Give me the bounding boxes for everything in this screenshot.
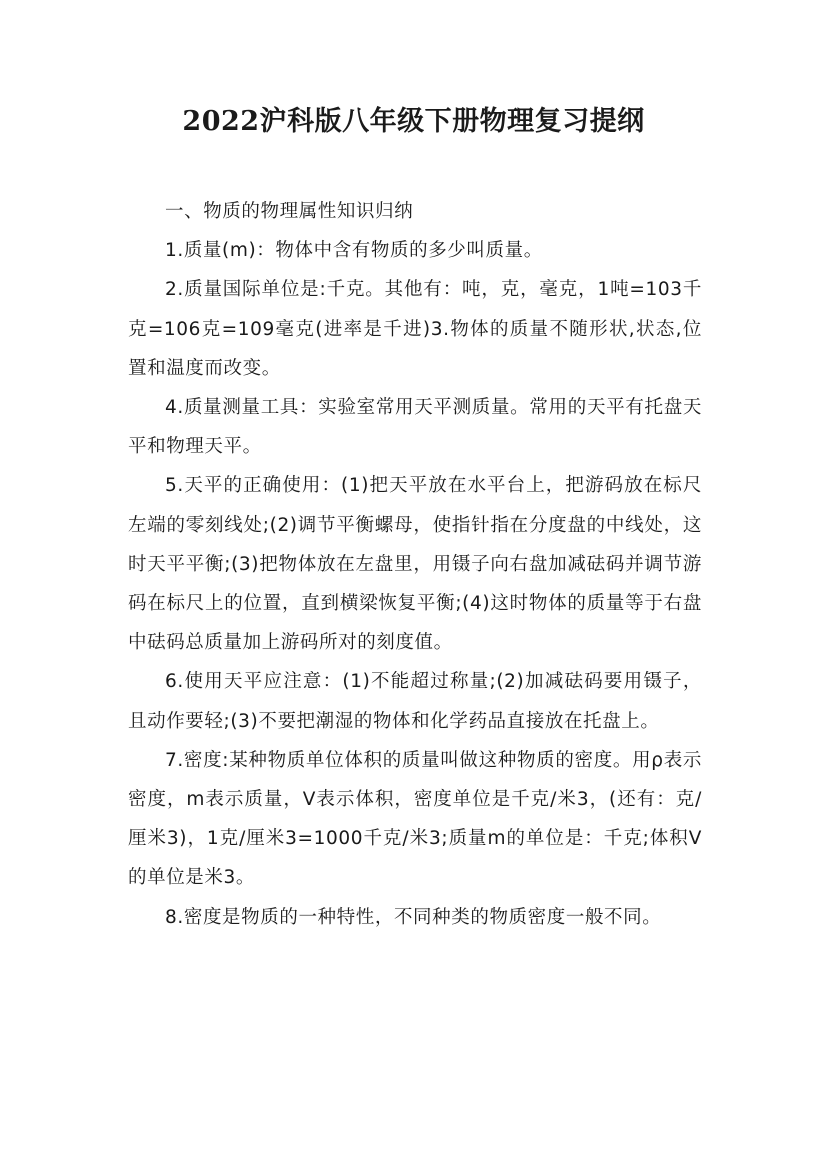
paragraph-mass-definition: 1.质量(m)：物体中含有物质的多少叫质量。: [165, 240, 543, 262]
paragraph-balance-usage: 5.天平的正确使用：(1)把天平放在水平台上，把游码放在标尺左端的零刻线处;(2)调节平衡螺母，使指针指在分度盘的中线处，这时天平平衡;(3)把物体放在左盘里，用镊子向右盘加减砝码并调节游码在标尺上的位置，直到横梁恢复平衡;(4)这时物体的质量等于右盘中砝码总质量加上游码所对的刻度值。: [128, 475, 702, 654]
paragraph-density-definition: 7.密度:某种物质单位体积的质量叫做这种物质的密度。用ρ表示密度，m表示质量，V表示体积，密度单位是千克/米3，(还有：克/厘米3)，1克/厘米3=1000千克/米3;质量m的单位是：千克;体积V的单位是米3。: [128, 749, 702, 889]
paragraph-density-property: 8.密度是物质的一种特性，不同种类的物质密度一般不同。: [165, 906, 662, 928]
document-title: 2022沪科版八年级下册物理复习提纲: [182, 106, 645, 137]
paragraph-balance-notes: 6.使用天平应注意：(1)不能超过称量;(2)加减砝码要用镊子，且动作要轻;(3)不要把潮湿的物体和化学药品直接放在托盘上。: [128, 671, 702, 732]
section-heading: 一、物质的物理属性知识归纳: [165, 201, 414, 222]
paragraph-mass-tools: 4.质量测量工具：实验室常用天平测质量。常用的天平有托盘天平和物理天平。: [128, 397, 702, 458]
paragraph-mass-units: 2.质量国际单位是:千克。其他有：吨，克，毫克，1吨=103千克=106克=109毫克(进率是千进)3.物体的质量不随形状,状态,位置和温度而改变。: [128, 279, 702, 379]
document-body: [128, 192, 702, 937]
